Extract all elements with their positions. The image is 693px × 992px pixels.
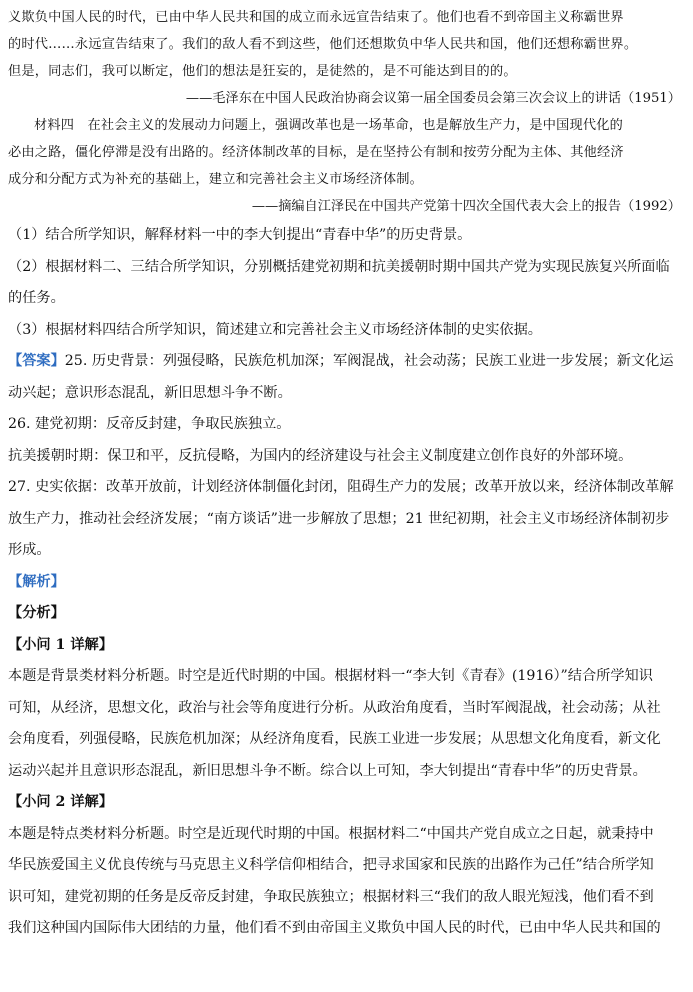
- analysis-line: 识可知，建党初期的任务是反帝反封建，争取民族独立；根据材料三“我们的敌人眼光短浅，他们看不到: [8, 888, 654, 905]
- answer-27-line: 形成。: [8, 542, 51, 558]
- answer-25-text: 25. 历史背景：列强侵略，民族危机加深；军阀混战，社会动荡；民族工业进一步发展；新文化运: [64, 353, 674, 369]
- analysis-line: 会角度看，列强侵略，民族危机加深；从经济角度看，民族工业进一步发展；从思想文化角度看，新文化: [8, 731, 661, 747]
- analysis-line: 本题是特点类材料分析题。时空是近现代时期的中国。根据材料二“中国共产党自成立之日起，就秉持中: [8, 825, 654, 842]
- material-three-block: [8, 4, 685, 112]
- analysis-line: 可知，从经济，思想文化，政治与社会等角度进行分析。从政治角度看，当时军阀混战，社会动荡；从社: [8, 699, 661, 716]
- analysis-line: 本题是背景类材料分析题。时空是近代时期的中国。根据材料一“李大钊《青春》(1916）”结合所学知识: [8, 668, 653, 684]
- sub-question-1-label: 【小问 1 详解】: [8, 636, 113, 653]
- answer-25-line: [8, 346, 685, 378]
- material-line: 成分和分配方式为补充的基础上，建立和完善社会主义市场经济体制。: [8, 172, 424, 187]
- questions-block: [8, 220, 685, 346]
- analysis-label: 【解析】: [8, 573, 65, 590]
- analysis-line: 华民族爱国主义优良传统与马克思主义科学信仰相结合，把寻求国家和民族的出路作为己任”结合所学知: [8, 857, 654, 873]
- fenxi-label: 【分析】: [8, 605, 65, 621]
- material-line: 义欺负中国人民的时代，已由中华人民共和国的成立而永远宣告结束了。他们也看不到帝国主义称霸世界: [8, 10, 624, 25]
- answer-26-war: 抗美援朝时期：保卫和平，反抗侵略，为国内的经济建设与社会主义制度建立创作良好的外部环境。: [8, 447, 633, 464]
- material-four-block: [8, 112, 685, 220]
- question-1: （1）结合所学知识，解释材料一中的李大钊提出“青春中华”的历史背景。: [8, 227, 472, 243]
- material-line: 必由之路，僵化停滞是没有出路的。经济体制改革的目标，是在坚持公有制和按劳分配为主体、其他经济: [8, 145, 624, 160]
- analysis-line: 运动兴起并且意识形态混乱，新旧思想斗争不断。综合以上可知，李大钊提出“青春中华”的历史背景。: [8, 762, 647, 779]
- answer-block: [8, 346, 685, 567]
- answer-27-line: 放生产力，推动社会经济发展；“南方谈话”进一步解放了思想；21 世纪初期，社会主义市场经济体制初步: [8, 510, 670, 527]
- sub-question-2-label: 【小问 2 详解】: [8, 794, 113, 810]
- material-line: 的时代……永远宣告结束了。我们的敌人看不到这些，他们还想欺负中华人民共和国，他们还想称霸世界。: [8, 37, 638, 52]
- answer-25-line: 动兴起；意识形态混乱，新旧思想斗争不断。: [8, 384, 292, 401]
- material-source: ——毛泽东在中国人民政治协商会议第一届全国委员会第三次会议上的讲话（1951）: [185, 91, 681, 106]
- question-2-line: 的任务。: [8, 290, 65, 306]
- material-line: 材料四 在社会主义的发展动力问题上，强调改革也是一场革命，也是解放生产力，是中国现代化的: [34, 118, 624, 133]
- analysis-block: [8, 567, 685, 945]
- material-line: 但是，同志们，我可以断定，他们的想法是狂妄的，是徒然的，是不可能达到目的的。: [8, 64, 517, 79]
- material-source: ——摘编自江泽民在中国共产党第十四次全国代表大会上的报告（1992）: [251, 199, 681, 214]
- question-3: （3）根据材料四结合所学知识，简述建立和完善社会主义市场经济体制的史实依据。: [8, 321, 542, 338]
- analysis-line: 我们这种国内国际伟大团结的力量，他们看不到由帝国主义欺负中国人民的时代，已由中华人民共和国的: [8, 920, 661, 936]
- answer-26: 26. 建党初期：反帝反封建，争取民族独立。: [8, 416, 291, 432]
- question-2-line: （2）根据材料二、三结合所学知识，分别概括建党初期和抗美援朝时期中国共产党为实现民族复兴所面临: [8, 258, 670, 275]
- answer-label: 【答案】: [8, 353, 65, 369]
- answer-27-line: 27. 史实依据：改革开放前，计划经济体制僵化封闭，阻碍生产力的发展；改革开放以来，经济体制改革解: [8, 479, 674, 495]
